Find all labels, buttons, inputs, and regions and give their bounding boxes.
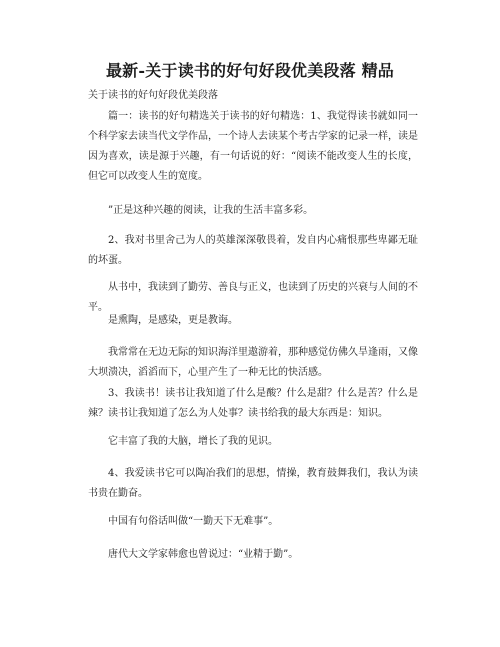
paragraph-4: 从书中，我读到了勤劳、善良与正义，也读到了历史的兴衰与人间的不平。: [88, 282, 418, 313]
paragraph-11: 唐代大文学家韩愈也曾说过：“业精于勤”。: [108, 549, 299, 560]
paragraph-10: 中国有句俗话叫做“一勤天下无难事”。: [108, 516, 279, 527]
paragraph-3: 2、我对书里舍己为人的英雄深深敬畏着，发自内心痛恨那些卑鄙无耻的坏蛋。: [88, 235, 418, 266]
paragraph-1: 篇一：读书的好句精选关于读书的好句精选：1、我觉得读书就如同一个科学家去读当代文学作品，一个诗人去读某个考古学家的记录一样，读是因为喜欢，读是源于兴趣，有一句话说的好：“阅读不能改变人生的长度，但它可以改变人生的宽度。: [88, 111, 418, 182]
paragraph-6: 我常常在无边无际的知识海洋里遨游着，那种感觉仿佛久旱逢雨，又像大坝溃决，滔滔而下，心里产生了一种无比的快活感。: [88, 347, 418, 378]
document-title: 最新-关于读书的好句好段优美段落 精品: [105, 61, 394, 80]
paragraph-9: 4、我爱读书它可以陶冶我们的思想，情操，教育鼓舞我们，我认为读书贵在勤奋。: [88, 468, 418, 499]
paragraph-5: 是熏陶，是感染，更是教诲。: [108, 315, 238, 326]
paragraph-2: ”正是这种兴趣的阅读，让我的生活丰富多彩。: [108, 205, 314, 216]
paragraph-8: 它丰富了我的大脑，增长了我的见识。: [108, 436, 278, 447]
document-subtitle: 关于读书的好句好段优美段落: [88, 90, 218, 101]
paragraph-7: 3、我读书！读书让我知道了什么是酸？什么是甜？什么是苦？什么是辣？读书让我知道了怎么为人处事？读书给我的最大东西是：知识。: [88, 388, 418, 419]
